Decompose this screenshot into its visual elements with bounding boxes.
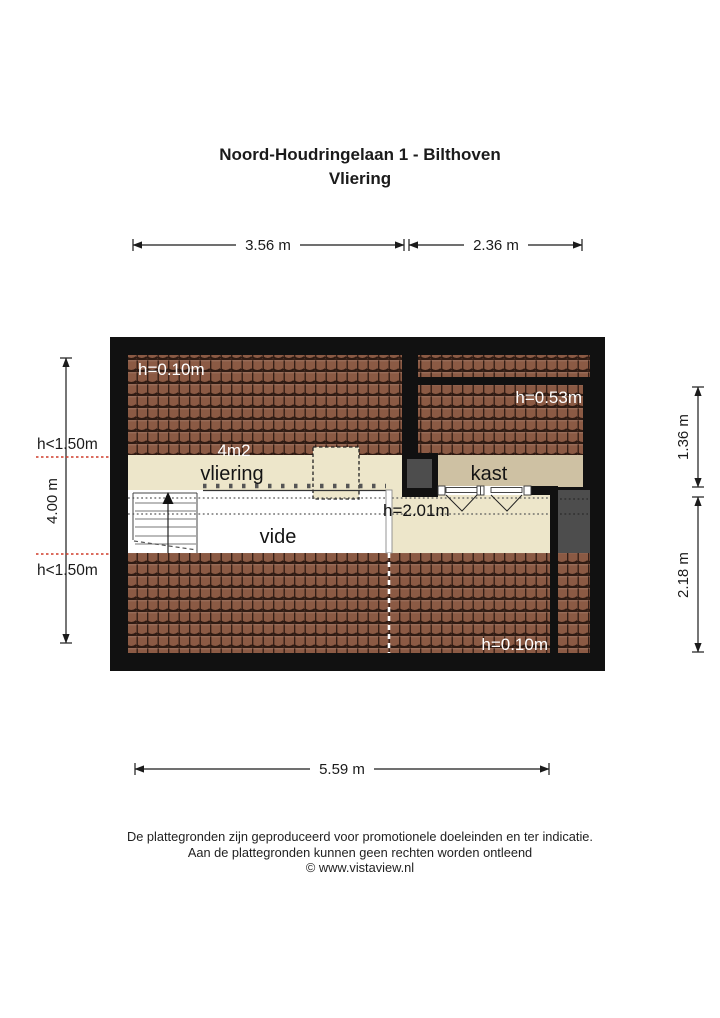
chimney-dashed-outline xyxy=(313,447,359,499)
door-hinge-left xyxy=(438,486,445,495)
label-roof-right-height: h=0.53m xyxy=(515,388,582,407)
footer-disclaimer-line2: Aan de plattegronden kunnen geen rechten worden ontleend xyxy=(187,845,533,860)
label-roof-bottom-height: h=0.10m xyxy=(481,635,548,654)
inner-wall-horizontal xyxy=(418,377,590,385)
door-hinge-right xyxy=(524,486,531,495)
wall-stub-right-of-doors xyxy=(531,486,551,495)
kast-floor xyxy=(438,455,583,487)
headroom-marker-lower: h<1.50m xyxy=(37,562,98,579)
roof-strip-top-right xyxy=(418,355,590,377)
vide-edge-wall xyxy=(386,490,392,553)
inner-wall-divider xyxy=(550,486,558,671)
footer-disclaimer-line1: De plattegronden zijn geproduceerd voor promotionele doeleinden en ter indicatie. xyxy=(127,829,593,844)
label-attic-area: 4m2 xyxy=(217,441,251,460)
footer-copyright: © www.vistaview.nl xyxy=(305,860,415,875)
label-vliering: vliering xyxy=(200,463,264,485)
dimension-right-top-label: 1.36 m xyxy=(675,414,692,460)
dimension-right-bottom-label: 2.18 m xyxy=(675,552,692,598)
inner-wall-right xyxy=(583,377,590,490)
dimension-bottom-label: 5.59 m xyxy=(319,761,365,778)
floorplan xyxy=(110,337,605,671)
dimension-left-label: 4.00 m xyxy=(44,478,61,524)
label-kast: kast xyxy=(470,463,508,485)
page-subtitle: Vliering xyxy=(328,169,392,188)
dimension-left xyxy=(60,358,72,643)
headroom-marker-upper: h<1.50m xyxy=(37,436,98,453)
page-title: Noord-Houdringelaan 1 - Bilthoven xyxy=(219,145,501,164)
label-headroom: h=2.01m xyxy=(383,501,450,520)
dimension-top-left-label: 3.56 m xyxy=(245,237,291,254)
label-roof-top-height: h=0.10m xyxy=(138,360,205,379)
chimney-flue xyxy=(407,459,432,488)
dimension-top-right-label: 2.36 m xyxy=(473,237,519,254)
label-vide: vide xyxy=(259,526,297,548)
dimension-right xyxy=(692,387,704,652)
